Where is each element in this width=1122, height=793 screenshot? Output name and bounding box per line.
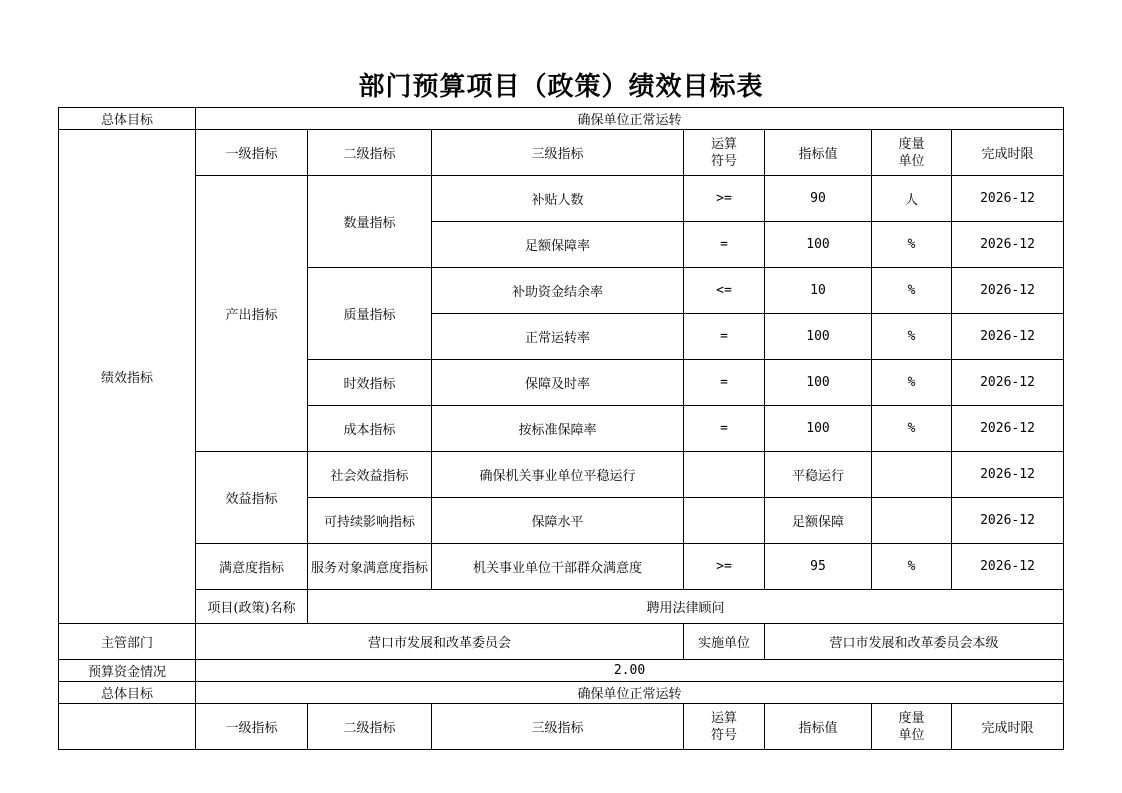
deadline-cell: 2026-12 [952,360,1064,406]
project-name-label: 项目(政策)名称 [196,590,308,624]
header-operator: 运算 符号 [684,130,765,176]
value-cell: 100 [765,406,872,452]
header-level1: 一级指标 [196,130,308,176]
header-level2: 二级指标 [308,130,432,176]
indicator-header-row-2 [59,704,1064,750]
unit-cell: % [872,360,952,406]
operator-cell: = [684,406,765,452]
value-cell: 90 [765,176,872,222]
project-name-value: 聘用法律顾问 [308,590,1064,624]
level3-cell: 补助资金结余率 [432,268,684,314]
unit-cell: % [872,406,952,452]
overall-goal-row-2 [59,682,1064,704]
operator-cell [684,498,765,544]
deadline-cell: 2026-12 [952,498,1064,544]
header-value: 指标值 [765,704,872,750]
perf-indicators-label: 绩效指标 [59,130,196,624]
budget-row [59,660,1064,682]
level2-cost: 成本指标 [308,406,432,452]
header-level3: 三级指标 [432,704,684,750]
unit-cell: % [872,544,952,590]
budget-label: 预算资金情况 [59,660,196,682]
level3-cell: 确保机关事业单位平稳运行 [432,452,684,498]
operator-cell [684,452,765,498]
impl-unit-label: 实施单位 [684,624,765,660]
header-deadline: 完成时限 [952,704,1064,750]
value-cell: 100 [765,314,872,360]
overall-goal-value: 确保单位正常运转 [196,108,1064,130]
deadline-cell: 2026-12 [952,544,1064,590]
deadline-cell: 2026-12 [952,268,1064,314]
overall-goal-label: 总体目标 [59,108,196,130]
unit-cell: 人 [872,176,952,222]
header-value: 指标值 [765,130,872,176]
level3-cell: 保障及时率 [432,360,684,406]
header-operator: 运算 符号 [684,704,765,750]
level3-cell: 正常运转率 [432,314,684,360]
level3-cell: 补贴人数 [432,176,684,222]
project-name-row [59,590,1064,624]
deadline-cell: 2026-12 [952,452,1064,498]
impl-unit-value: 营口市发展和改革委员会本级 [765,624,1064,660]
header-deadline: 完成时限 [952,130,1064,176]
dept-value: 营口市发展和改革委员会 [196,624,684,660]
overall-goal-label-2: 总体目标 [59,682,196,704]
value-cell: 10 [765,268,872,314]
overall-goal-value-2: 确保单位正常运转 [196,682,1064,704]
department-row [59,624,1064,660]
header-level1: 一级指标 [196,704,308,750]
level3-cell: 保障水平 [432,498,684,544]
level1-satisfaction: 满意度指标 [196,544,308,590]
operator-cell: = [684,222,765,268]
unit-cell: % [872,314,952,360]
header-level2: 二级指标 [308,704,432,750]
unit-cell: % [872,222,952,268]
header-unit: 度量 单位 [872,704,952,750]
operator-cell: = [684,360,765,406]
operator-cell: >= [684,176,765,222]
level1-benefit: 效益指标 [196,452,308,544]
value-cell: 100 [765,360,872,406]
deadline-cell: 2026-12 [952,406,1064,452]
value-cell: 95 [765,544,872,590]
deadline-cell: 2026-12 [952,222,1064,268]
table-row [59,452,1064,498]
level3-cell: 足额保障率 [432,222,684,268]
operator-cell: = [684,314,765,360]
level2-social: 社会效益指标 [308,452,432,498]
level1-output: 产出指标 [196,176,308,452]
table-row [59,176,1064,222]
dept-label: 主管部门 [59,624,196,660]
deadline-cell: 2026-12 [952,176,1064,222]
unit-cell [872,498,952,544]
overall-goal-row [59,108,1064,130]
level3-cell: 机关事业单位干部群众满意度 [432,544,684,590]
perf-indicators-label-2 [59,704,196,750]
performance-table [58,107,1064,750]
page-title: 部门预算项目（政策）绩效目标表 [358,72,764,102]
level2-timeliness: 时效指标 [308,360,432,406]
table-row [59,544,1064,590]
level2-satisfaction: 服务对象满意度指标 [308,544,432,590]
unit-cell [872,452,952,498]
indicator-header-row [59,130,1064,176]
level2-quantity: 数量指标 [308,176,432,268]
budget-value: 2.00 [196,660,1064,682]
deadline-cell: 2026-12 [952,314,1064,360]
header-level3: 三级指标 [432,130,684,176]
value-cell: 平稳运行 [765,452,872,498]
level2-sustainable: 可持续影响指标 [308,498,432,544]
operator-cell: <= [684,268,765,314]
header-unit: 度量 单位 [872,130,952,176]
level3-cell: 按标准保障率 [432,406,684,452]
value-cell: 足额保障 [765,498,872,544]
operator-cell: >= [684,544,765,590]
value-cell: 100 [765,222,872,268]
unit-cell: % [872,268,952,314]
level2-quality: 质量指标 [308,268,432,360]
